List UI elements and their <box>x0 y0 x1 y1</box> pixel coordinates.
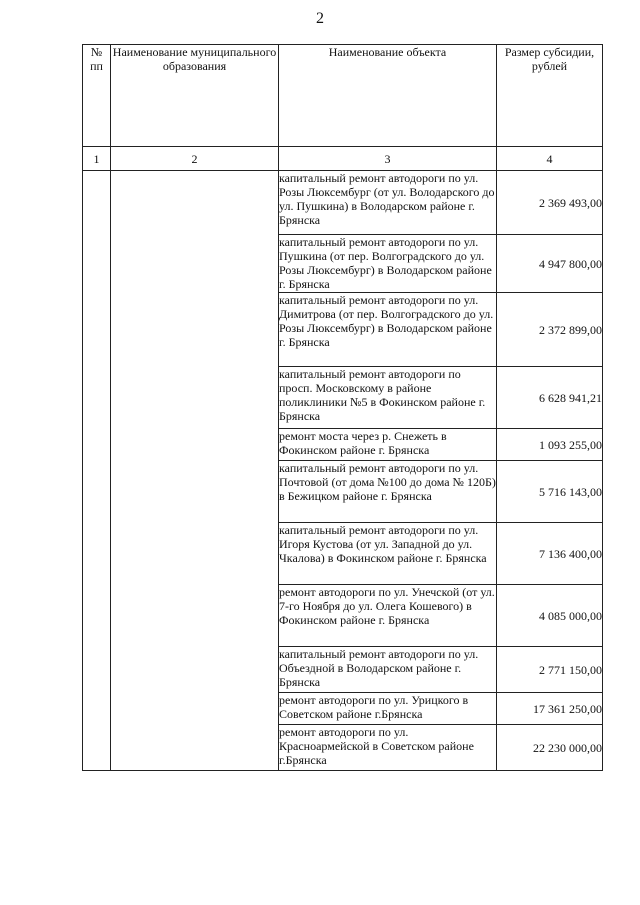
object-name-cell: ремонт автодороги по ул. Урицкого в Советском районе г.Брянска <box>279 693 497 725</box>
column-number-row <box>83 147 603 171</box>
subsidy-amount-cell: 22 230 000,00 <box>497 725 603 771</box>
subsidy-amount-cell: 4 085 000,00 <box>497 585 603 647</box>
subsidy-amount-cell: 6 628 941,21 <box>497 367 603 429</box>
subsidy-table <box>82 44 603 771</box>
table-row <box>83 171 603 235</box>
header-object: Наименование объекта <box>279 45 497 147</box>
object-name-cell: капитальный ремонт автодороги по ул. Игоря Кустова (от ул. Западной до ул. Чкалова) в Фокинском районе г. Брянска <box>279 523 497 585</box>
object-name-cell: капитальный ремонт автодороги по ул. Объездной в Володарском районе г. Брянска <box>279 647 497 693</box>
object-name-cell: ремонт моста через р. Снежеть в Фокинском районе г. Брянска <box>279 429 497 461</box>
subsidy-amount-cell: 7 136 400,00 <box>497 523 603 585</box>
municipality-cell <box>111 171 279 771</box>
object-name-cell: ремонт автодороги по ул. Унечской (от ул. 7-го Ноября до ул. Олега Кошевого) в Фокинском районе г. Брянска <box>279 585 497 647</box>
column-number-1: 1 <box>83 147 111 171</box>
subsidy-amount-cell: 17 361 250,00 <box>497 693 603 725</box>
subsidy-amount-cell: 4 947 800,00 <box>497 235 603 293</box>
column-number-3: 3 <box>279 147 497 171</box>
num-cell <box>83 171 111 771</box>
object-name-cell: капитальный ремонт автодороги по ул. Розы Люксембург (от ул. Володарского до ул. Пушкина) в Володарском районе г. Брянска <box>279 171 497 235</box>
column-number-2: 2 <box>111 147 279 171</box>
subsidy-amount-cell: 5 716 143,00 <box>497 461 603 523</box>
object-name-cell: капитальный ремонт автодороги по просп. Московскому в районе поликлиники №5 в Фокинском районе г. Брянска <box>279 367 497 429</box>
object-name-cell: капитальный ремонт автодороги по ул. Димитрова (от пер. Волгоградского до ул. Розы Люксембург) в Володарском районе г. Брянска <box>279 293 497 367</box>
header-num: № пп <box>83 45 111 147</box>
subsidy-amount-cell: 2 771 150,00 <box>497 647 603 693</box>
header-amount: Размер субсидии, рублей <box>497 45 603 147</box>
subsidy-amount-cell: 1 093 255,00 <box>497 429 603 461</box>
object-name-cell: ремонт автодороги по ул. Красноармейской в Советском районе г.Брянска <box>279 725 497 771</box>
page-number: 2 <box>316 10 324 27</box>
header-municipality: Наименование муниципального образования <box>111 45 279 147</box>
column-number-4: 4 <box>497 147 603 171</box>
header-row <box>83 45 603 147</box>
object-name-cell: капитальный ремонт автодороги по ул. Почтовой (от дома №100 до дома № 120Б) в Бежицком районе г. Брянска <box>279 461 497 523</box>
subsidy-amount-cell: 2 369 493,00 <box>497 171 603 235</box>
subsidy-amount-cell: 2 372 899,00 <box>497 293 603 367</box>
object-name-cell: капитальный ремонт автодороги по ул. Пушкина (от пер. Волгоградского до ул. Розы Люксембург) в Володарском районе г. Брянска <box>279 235 497 293</box>
